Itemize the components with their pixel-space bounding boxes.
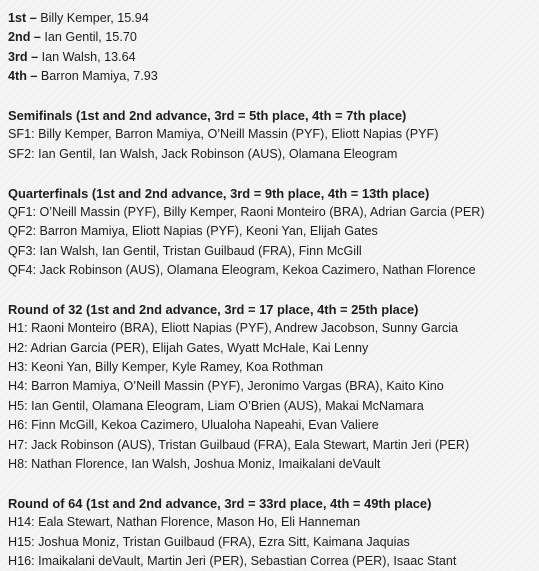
result-text: Ian Gentil, 15.70	[40, 30, 137, 45]
heat-line: H6: Finn McGill, Kekoa Cazimero, Ulualoha Napeahi, Evan Valiere	[8, 418, 379, 433]
semifinals-section	[8, 106, 539, 164]
heat-line: H8: Nathan Florence, Ian Walsh, Joshua Moniz, Imaikalani deVault	[8, 456, 381, 471]
result-line	[8, 67, 539, 86]
spacer	[8, 280, 539, 299]
result-line	[8, 48, 539, 67]
result-text: Billy Kemper, 15.94	[36, 11, 149, 25]
heat-line: QF3: Ian Walsh, Ian Gentil, Tristan Guilbaud (FRA), Finn McGill	[8, 243, 362, 258]
heat-line: SF2: Ian Gentil, Ian Walsh, Jack Robinson (AUS), Olamana Eleogram	[8, 146, 398, 161]
round-of-32-section	[8, 300, 539, 475]
place-label: 4th –	[8, 69, 38, 84]
heat-line: H5: Ian Gentil, Olamana Eleogram, Liam O’Brien (AUS), Makai McNamara	[8, 398, 424, 413]
section-heading: Round of 32 (1st and 2nd advance, 3rd = 17 place, 4th = 25th place)	[8, 301, 419, 317]
result-text: Barron Mamiya, 7.93	[37, 69, 158, 84]
spacer	[8, 164, 539, 183]
place-label: 3rd –	[8, 49, 39, 64]
section-heading: Quarterfinals (1st and 2nd advance, 3rd = 9th place, 4th = 13th place)	[8, 185, 430, 201]
result-text: Ian Walsh, 13.64	[38, 49, 136, 64]
heat-line: H15: Joshua Moniz, Tristan Guilbaud (FRA), Ezra Sitt, Kaimana Jaquias	[8, 534, 410, 549]
heat-line: H4: Barron Mamiya, O’Neill Massin (PYF), Jeronimo Vargas (BRA), Kaito Kino	[8, 379, 444, 394]
heat-line: H1: Raoni Monteiro (BRA), Eliott Napias (PYF), Andrew Jacobson, Sunny Garcia	[8, 321, 459, 336]
heat-line: H7: Jack Robinson (AUS), Tristan Guilbaud (FRA), Eala Stewart, Martin Jeri (PER)	[8, 437, 470, 452]
quarterfinals-section	[8, 184, 539, 281]
heat-line: QF2: Barron Mamiya, Eliott Napias (PYF), Keoni Yan, Elijah Gates	[8, 224, 378, 239]
place-label: 2nd –	[8, 30, 41, 45]
heat-line: H2: Adrian Garcia (PER), Elijah Gates, Wyatt McHale, Kai Lenny	[8, 340, 369, 355]
section-heading: Round of 64 (1st and 2nd advance, 3rd = 33rd place, 4th = 49th place)	[8, 495, 432, 511]
spacer	[8, 474, 539, 493]
heat-line: H16: Imaikalani deVault, Martin Jeri (PER), Sebastian Correa (PER), Isaac Stant	[8, 553, 457, 568]
heat-line: H3: Keoni Yan, Billy Kemper, Kyle Ramey, Koa Rothman	[8, 360, 323, 375]
heat-line: H14: Eala Stewart, Nathan Florence, Mason Ho, Eli Hanneman	[8, 515, 361, 530]
spacer	[8, 87, 539, 106]
heat-line: QF4: Jack Robinson (AUS), Olamana Eleogram, Kekoa Cazimero, Nathan Florence	[8, 263, 476, 278]
result-line	[8, 28, 539, 47]
heat-line: SF1: Billy Kemper, Barron Mamiya, O’Neill Massin (PYF), Eliott Napias (PYF)	[8, 127, 439, 142]
heat-line: QF1: O’Neill Massin (PYF), Billy Kemper, Raoni Monteiro (BRA), Adrian Garcia (PER)	[8, 204, 485, 219]
section-heading: Semifinals (1st and 2nd advance, 3rd = 5th place, 4th = 7th place)	[8, 107, 407, 123]
result-line	[8, 9, 539, 28]
round-of-64-section	[8, 494, 539, 571]
final-results	[8, 9, 539, 87]
place-label: 1st –	[8, 11, 37, 25]
